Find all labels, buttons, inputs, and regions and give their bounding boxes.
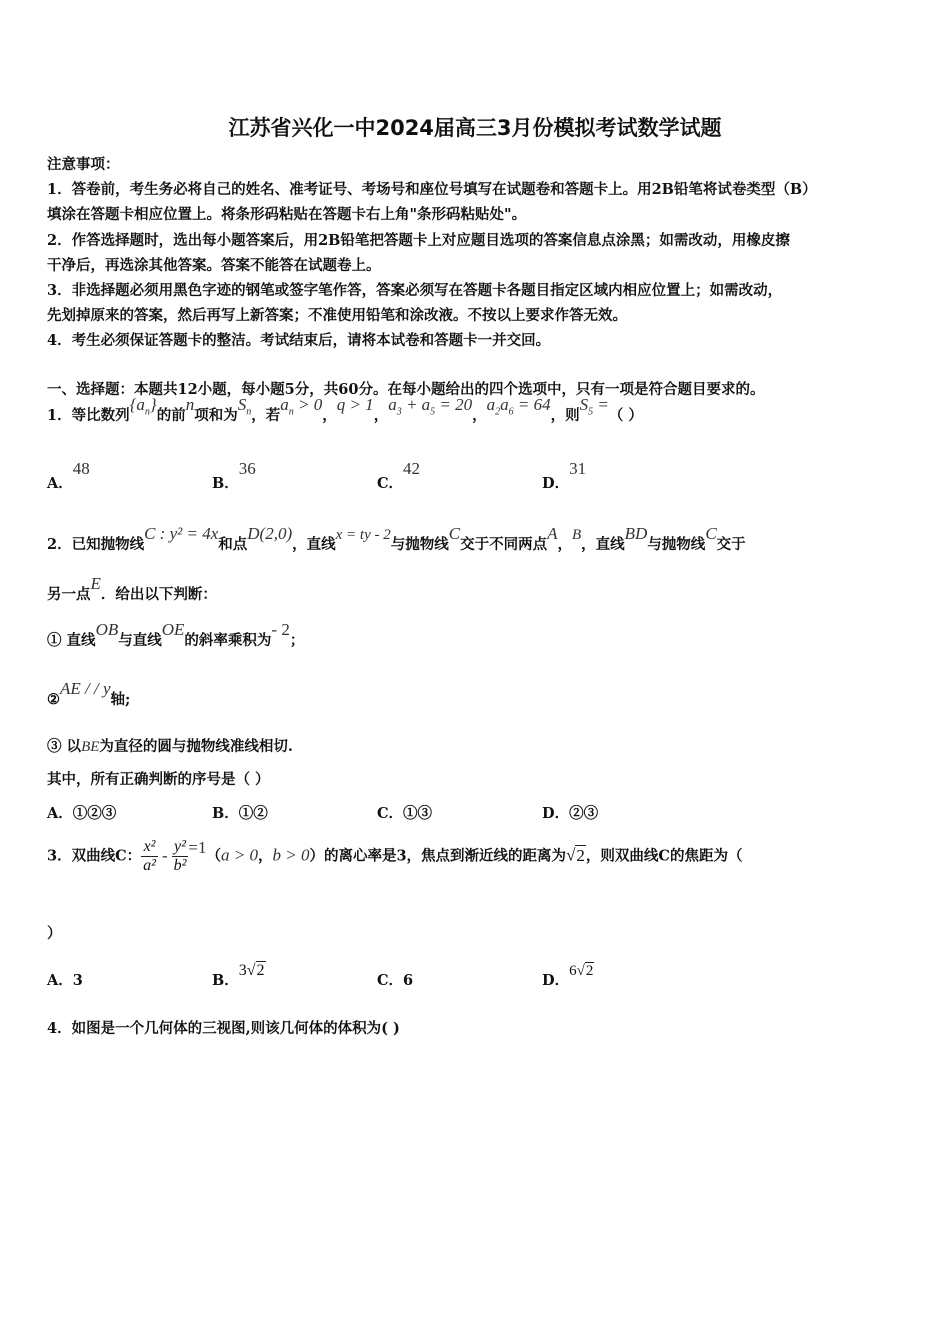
- q1-option-b[interactable]: B．36: [212, 459, 256, 492]
- judgment-1: ① 直线OB与直线OE的斜率乘积为- 2；: [47, 620, 305, 649]
- math-ob: OB: [95, 620, 119, 639]
- question-4: 4．如图是一个几何体的三视图,则该几何体的体积为( ): [47, 1020, 400, 1037]
- q3-option-b[interactable]: B．3√2: [212, 962, 265, 989]
- notice-item-3b: 先划掉原来的答案，然后再写上新答案；不准使用铅笔和涂改液。不按以上要求作答无效。: [47, 307, 627, 324]
- math-a-positive: a > 0: [221, 845, 258, 865]
- notice-item-1a: 1．答卷前，考生务必将自己的姓名、准考证号、考场号和座位号填写在试题卷和答题卡上。用2B铅笔将试卷类型（B）: [47, 181, 817, 198]
- math-s5: $S_5$ =: [579, 395, 609, 418]
- q2-option-a[interactable]: A．①②③: [47, 805, 117, 822]
- math-cond-q: q > 1: [336, 395, 374, 414]
- question-2-line-1: 2．已知抛物线C : y² = 4x和点D(2,0)，直线x = ty - 2与抛物线C交于不同两点A，B，直线BD与抛物线C交于: [47, 524, 746, 553]
- math-c: C: [448, 524, 461, 543]
- notice-item-3a: 3．非选择题必须用黑色字迹的钢笔或签字笔作答，答案必须写在答题卡各题目指定区域内相应位置上；如需改动，: [47, 282, 783, 299]
- q1-option-c[interactable]: C．42: [377, 459, 421, 492]
- math-b: B: [571, 527, 582, 543]
- math-frac-x2-a2: $\frac{\text{x²}}{\text{a²}}$: [143, 838, 156, 874]
- judgment-2: ②AE / / y轴;: [47, 679, 131, 708]
- math-cond-prod: $a_2a_6 = 64$: [486, 395, 551, 418]
- notice-heading: 注意事项：: [47, 156, 120, 173]
- math-be: BE: [81, 739, 100, 755]
- math-bd: BD: [624, 524, 648, 543]
- math-oe: OE: [161, 620, 185, 639]
- math-sn: $S_n$: [237, 395, 252, 418]
- q3-option-c[interactable]: C．6: [377, 972, 414, 989]
- math-minus: -: [161, 845, 168, 865]
- notice-item-2b: 干净后，再选涂其他答案。答案不能答在试题卷上。: [47, 257, 381, 274]
- math-cond-sum: $a_3 + a_5 = 20$: [388, 395, 473, 418]
- question-3: 3．双曲线C： $\frac{\text{x²}}{\text{a²}}$ - $\frac{\text{y²}}{\text{b²}}$ =1（a > 0，b > 0）的离心率是3，焦点到渐近线的距离为√2，则双曲线C的焦距为（: [47, 837, 743, 874]
- question-3-close: ）: [47, 925, 62, 942]
- q2-option-b[interactable]: B．①②: [212, 805, 268, 822]
- math-cond-an: $a_n > 0$: [280, 395, 323, 418]
- notice-item-4: 4．考生必须保证答题卡的整洁。考试结束后，请将本试卷和答题卡一并交回。: [47, 332, 551, 349]
- question-1: 1．等比数列$\{a_n\}$的前n项和为$S_n$，若$a_n > 0$，q > 1，$a_3 + a_5 = 20$，$a_2a_6 = 64$，则$S_5$ =（ ）: [47, 395, 643, 424]
- question-2-ask: 其中，所有正确判断的序号是（ ）: [47, 771, 270, 788]
- q2-option-c[interactable]: C．①③: [377, 805, 433, 822]
- math-eq1: =1: [188, 837, 207, 857]
- q1-option-d[interactable]: D．31: [542, 459, 587, 492]
- judgment-3: ③ 以BE为直径的圆与抛物线准线相切.: [47, 738, 293, 755]
- notice-item-2a: 2．作答选择题时，选出每小题答案后，用2B铅笔把答题卡上对应题目选项的答案信息点涂黑；如需改动，用橡皮擦: [47, 232, 790, 249]
- section-heading: 一、选择题：本题共12小题，每小题5分，共60分。在每小题给出的四个选项中，只有一项是符合题目要求的。: [47, 381, 765, 398]
- math-e: E: [90, 574, 101, 593]
- q3-option-d[interactable]: D．6√2: [542, 963, 594, 989]
- question-2-line-2: 另一点E．给出以下判断：: [47, 574, 217, 603]
- math-neg2: - 2: [271, 620, 290, 639]
- q3-option-a[interactable]: A．3: [47, 972, 83, 989]
- math-parabola: C : y² = 4x: [144, 524, 219, 543]
- math-frac-y2-b2: $\frac{\text{y²}}{\text{b²}}$: [173, 838, 187, 874]
- math-ae-parallel: AE / / y: [60, 679, 111, 698]
- math-a: A: [547, 524, 558, 543]
- q2-option-d[interactable]: D．②③: [542, 805, 599, 822]
- math-sqrt2: √2: [566, 845, 585, 865]
- math-n: n: [185, 395, 195, 414]
- math-c-2: C: [705, 524, 717, 543]
- math-b-positive: b > 0: [272, 845, 310, 865]
- math-line: x = ty - 2: [335, 527, 391, 543]
- q1-option-a[interactable]: A．48: [47, 459, 90, 492]
- page-title: 江苏省兴化一中2024届高三3月份模拟考试数学试题: [228, 116, 722, 140]
- math-point-d: D(2,0): [247, 524, 293, 543]
- notice-item-1b: 填涂在答题卡相应位置上。将条形码粘贴在答题卡右上角"条形码粘贴处"。: [47, 206, 527, 223]
- math-sequence: $\{a_n\}$: [129, 395, 157, 418]
